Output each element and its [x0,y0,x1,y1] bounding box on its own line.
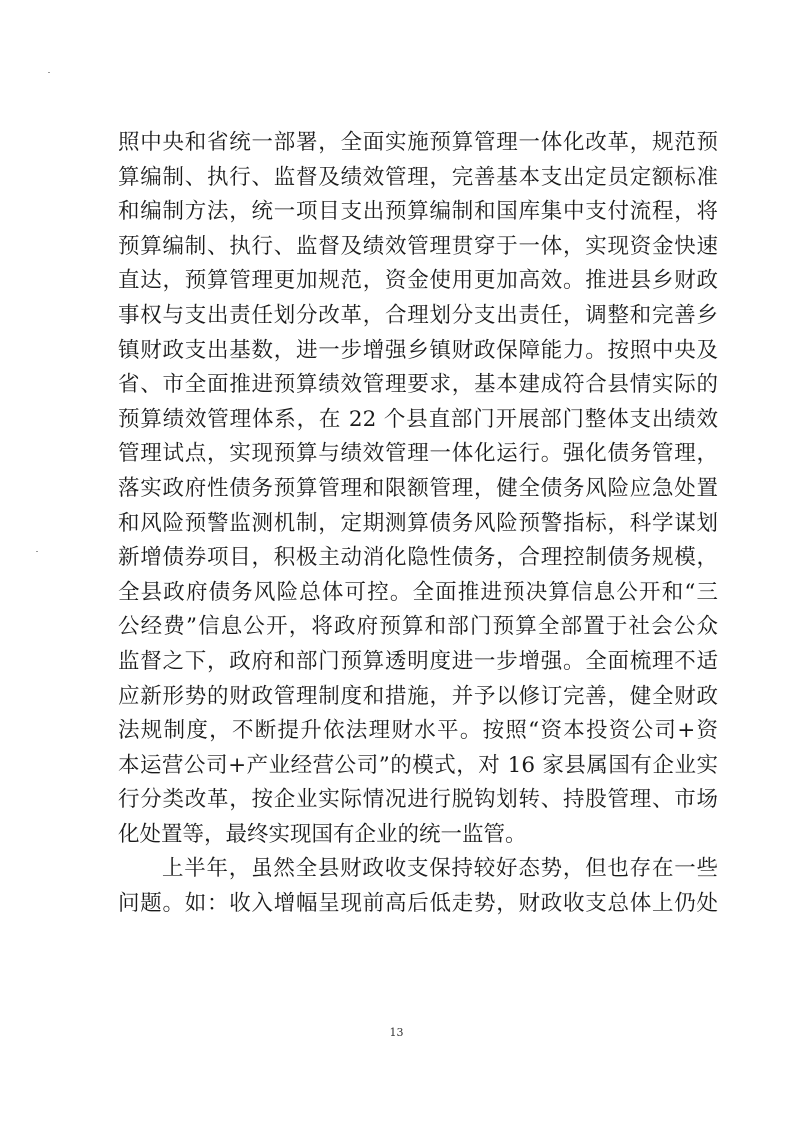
text-line: 管理试点，实现预算与绩效管理一体化运行。强化债务管理， [118,441,718,467]
page-number: 13 [389,1026,404,1039]
text-line: 事权与支出责任划分改革，合理划分支出责任，调整和完善乡 [118,302,718,328]
text-line: 法规制度，不断提升依法理财水平。按照“资本投资公司+资 [118,718,718,744]
text-line: 预算编制、执行、监督及绩效管理贯穿于一体，实现资金快速 [118,233,718,259]
text-line: 和编制方法，统一项目支出预算编制和国库集中支付流程，将 [118,199,718,225]
text-line: 本运营公司+产业经营公司”的模式，对 16 家县属国有企业实 [118,752,718,778]
scan-speck [48,72,50,73]
text-line: 问题。如：收入增幅呈现前高后低走势，财政收支总体上仍处 [118,891,718,917]
text-line: 新增债券项目，积极主动消化隐性债务，合理控制债务规模， [118,545,718,571]
text-line: 直达，预算管理更加规范，资金使用更加高效。推进县乡财政 [118,268,718,294]
text-line: 和风险预警监测机制，定期测算债务风险预警指标，科学谋划 [118,510,718,536]
text-line: 应新形势的财政管理制度和措施，并予以修订完善，健全财政 [118,683,718,709]
text-line: 照中央和省统一部署，全面实施预算管理一体化改革，规范预 [118,130,718,155]
body-text [118,126,718,922]
text-line: 上半年，虽然全县财政收支保持较好态势，但也存在一些 [162,856,718,882]
text-line: 预算绩效管理体系，在 22 个县直部门开展部门整体支出绩效 [118,406,718,432]
text-line: 省、市全面推进预算绩效管理要求，基本建成符合县情实际的 [118,372,718,398]
text-line: 公经费”信息公开，将政府预算和部门预算全部置于社会公众 [118,614,718,640]
text-line: 全县政府债务风险总体可控。全面推进预决算信息公开和“三 [118,579,718,605]
text-line: 镇财政支出基数，进一步增强乡镇财政保障能力。按照中央及 [118,337,718,363]
text-line: 算编制、执行、监督及绩效管理，完善基本支出定员定额标准 [118,164,718,190]
text-line: 监督之下，政府和部门预算透明度进一步增强。全面梳理不适 [118,648,718,674]
text-line: 行分类改革，按企业实际情况进行脱钩划转、持股管理、市场 [118,787,718,813]
text-line: 落实政府性债务预算管理和限额管理，健全债务风险应急处置 [118,475,718,501]
scan-speck [36,551,38,552]
text-line: 化处置等，最终实现国有企业的统一监管。 [118,821,527,847]
